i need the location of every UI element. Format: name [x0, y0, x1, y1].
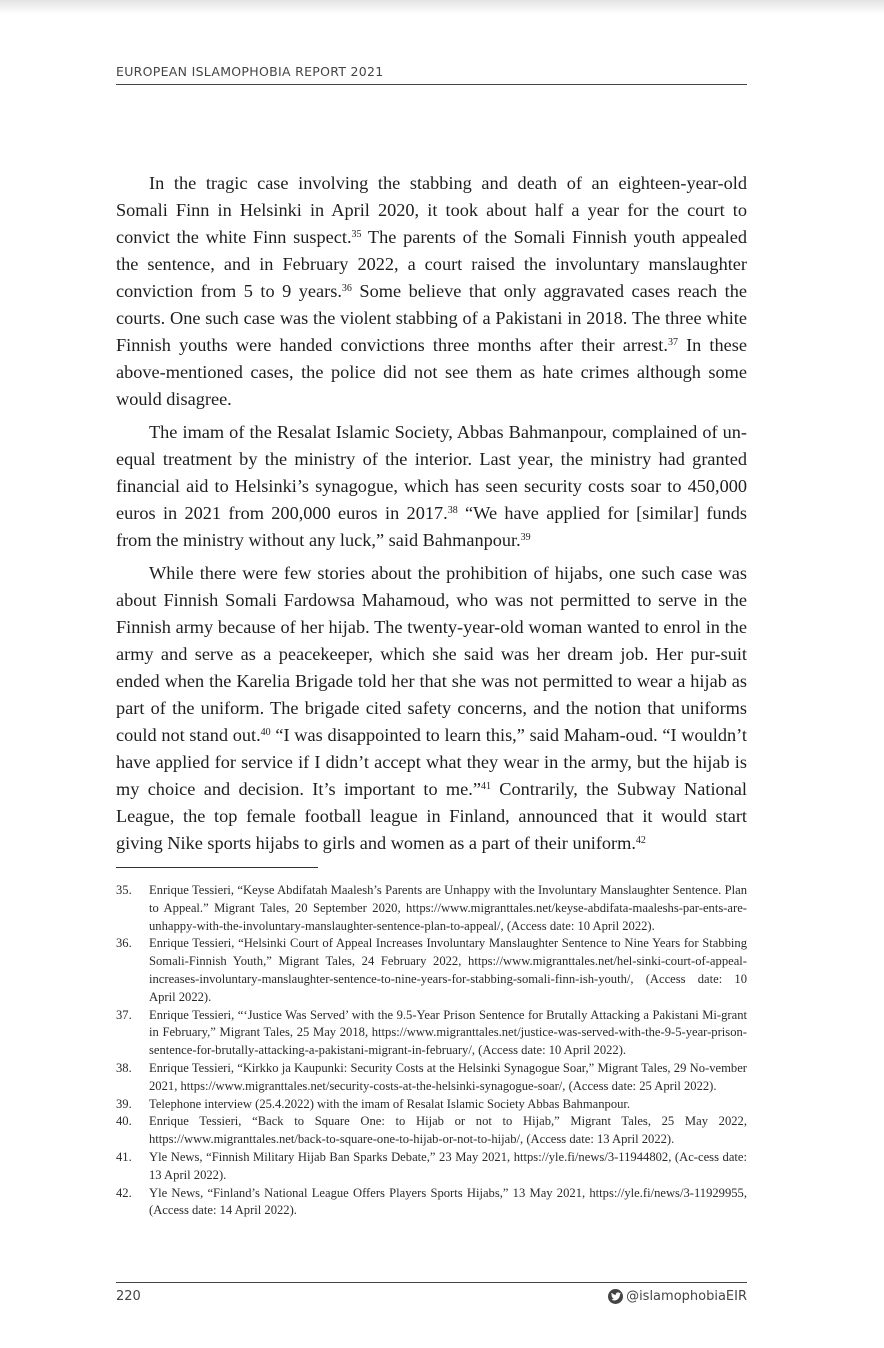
footnote-number: 35.: [116, 883, 132, 897]
running-header: EUROPEAN ISLAMOPHOBIA REPORT 2021: [116, 64, 384, 79]
paragraph-text: While there were few stories about the prohibition of hijabs, one such case was about Finnish Somali Fardowsa Mahamoud, who was not permitted to serve in the Finnish army because of her hijab. The twenty-year-old woman wanted to enrol in the army and serve as a peacekeeper, which she said was her dream job. Her pur-suit ended when the Karelia Brigade told her that she was not permitted to wear a hijab as part of the uniform. The brigade cited safety concerns, and the notion that uniforms could not stand out.: [116, 563, 747, 745]
footnote-separator: [116, 867, 318, 868]
body-text: [116, 170, 747, 863]
paragraph-text: The parents of the Somali Finnish youth appealed the sentence, and in February 2022, a court raised the involuntary manslaughter conviction from 5 to 9 years.: [116, 227, 747, 301]
footnote: [116, 1096, 747, 1114]
paragraph-text: “I was disappointed to learn this,” said Maham-oud. “I wouldn’t have applied for service if I didn’t accept what they wear in the army, but the hijab is my choice and decision. It’s important to me.”: [116, 725, 747, 799]
body-paragraph: [116, 419, 747, 554]
header-rule: [116, 84, 747, 85]
footnote-ref[interactable]: 38: [447, 505, 458, 516]
footnote-ref[interactable]: 39: [520, 532, 531, 543]
footnote-number: 36.: [116, 936, 132, 951]
paragraph-text: In these above-mentioned cases, the police did not see them as hate crimes although some would disagree.: [116, 335, 747, 409]
twitter-icon: [608, 1289, 623, 1304]
footnote-number: 41.: [116, 1149, 132, 1164]
footnote: [116, 1060, 747, 1096]
footnote-number: 39.: [116, 1096, 132, 1111]
footnote-text: Enrique Tessieri, “Kirkko ja Kaupunki: Security Costs at the Helsinki Synagogue Soar,” Migrant Tales, 29 No-vember 2021, https://www.migranttales.net/security-costs-at-the-helsinki-synagogue-soar/, (Access date: 25 April 2022).: [149, 1060, 747, 1093]
footnote-text: Yle News, “Finland’s National League Offers Players Sports Hijabs,” 13 May 2021, https://yle.fi/news/3-11929955, (Access date: 14 April 2022).: [149, 1185, 747, 1218]
footnote-text: Enrique Tessieri, “Back to Square One: to Hijab or not to Hijab,” Migrant Tales, 25 May 2022, https://www.migranttales.net/back-to-square-one-to-hijab-or-not-to-hijab/, (Access date: 13 April 2022).: [149, 1114, 747, 1147]
footer-rule: [116, 1282, 747, 1283]
page-number: 220: [116, 1289, 141, 1304]
footnotes: [116, 882, 747, 1220]
footnote-number: 40.: [116, 1114, 132, 1129]
footnote-ref[interactable]: 37: [667, 337, 678, 348]
footnote-ref[interactable]: 40: [260, 727, 271, 738]
footnote-number: 38.: [116, 1060, 132, 1075]
footnote-ref[interactable]: 35: [351, 229, 362, 240]
footnote: [116, 1185, 747, 1221]
footnote: [116, 935, 747, 1006]
footnote-number: 37.: [116, 1007, 132, 1022]
body-paragraph: [116, 170, 747, 413]
paragraph-text: In the tragic case involving the stabbing and death of an eighteen-year-old Somali Finn in Helsinki in April 2020, it took about half a year for the court to convict the white Finn suspect.: [116, 173, 747, 247]
footnote: [116, 1007, 747, 1060]
social-handle-text: @islamophobiaEIR: [626, 1289, 747, 1304]
footnote-ref[interactable]: 41: [480, 781, 491, 792]
body-paragraph: [116, 560, 747, 857]
paragraph-text: The imam of the Resalat Islamic Society, Abbas Bahmanpour, complained of un-equal treatment by the ministry of the interior. Last year, the ministry had granted financial aid to Helsinki’s synagogue, which has seen security costs soar to 450,000 euros in 2021 from 200,000 euros in 2017.: [116, 422, 747, 523]
paragraph-text: Contrarily, the Subway National League, the top female football league in Finland, announced that it would start giving Nike sports hijabs to girls and women as a part of their uniform.: [116, 779, 747, 853]
footnote-number: 42.: [116, 1185, 132, 1200]
footnote-ref[interactable]: 36: [341, 283, 352, 294]
paragraph-text: Some believe that only aggravated cases reach the courts. One such case was the violent stabbing of a Pakistani in 2018. The three white Finnish youths were handed convictions three months after their arrest.: [116, 281, 747, 355]
footnote-text: Enrique Tessieri, “Keyse Abdifatah Maalesh’s Parents are Unhappy with the Involuntary Manslaughter Sentence. Plan to Appeal.” Migrant Tales, 20 September 2020, https://www.migranttales.net/keyse-abdifata-maaleshs-par-ents-are-unhappy-with-the-involuntary-manslaughter-sentence-plan-to-appeal/, (Access date: 10 April 2022).: [149, 883, 747, 933]
page-top-shadow: [0, 0, 884, 14]
paragraph-text: “We have applied for [similar] funds from the ministry without any luck,” said Bahmanpour.: [116, 503, 747, 550]
footnote-text: Yle News, “Finnish Military Hijab Ban Sparks Debate,” 23 May 2021, https://yle.fi/news/3-11944802, (Ac-cess date: 13 April 2022).: [149, 1149, 747, 1182]
footnote-ref[interactable]: 42: [635, 835, 646, 846]
footnote: [116, 1113, 747, 1149]
social-handle[interactable]: [608, 1289, 747, 1304]
footnote-text: Enrique Tessieri, “‘Justice Was Served’ with the 9.5-Year Prison Sentence for Brutally Attacking a Pakistani Mi-grant in February,” Migrant Tales, 25 May 2018, https://www.migranttales.net/justice-was-served-with-the-9-5-year-prison-sentence-for-brutally-attacking-a-pakistani-migrant-in-february/, (Access date: 10 April 2022).: [149, 1007, 747, 1058]
footnote: [116, 1149, 747, 1185]
footnote: [116, 882, 747, 935]
footnote-text: Telephone interview (25.4.2022) with the imam of Resalat Islamic Society Abbas Bahmanpour.: [149, 1096, 631, 1111]
footnote-text: Enrique Tessieri, “Helsinki Court of Appeal Increases Involuntary Manslaughter Sentence to Nine Years for Stabbing Somali-Finnish Youth,” Migrant Tales, 24 February 2022, https://www.migranttales.net/hel-sinki-court-of-appeal-increases-involuntary-manslaughter-sentence-to-nine-years-for-stabbing-somali-finn-ish-youth/, (Access date: 10 April 2022).: [149, 936, 747, 1004]
